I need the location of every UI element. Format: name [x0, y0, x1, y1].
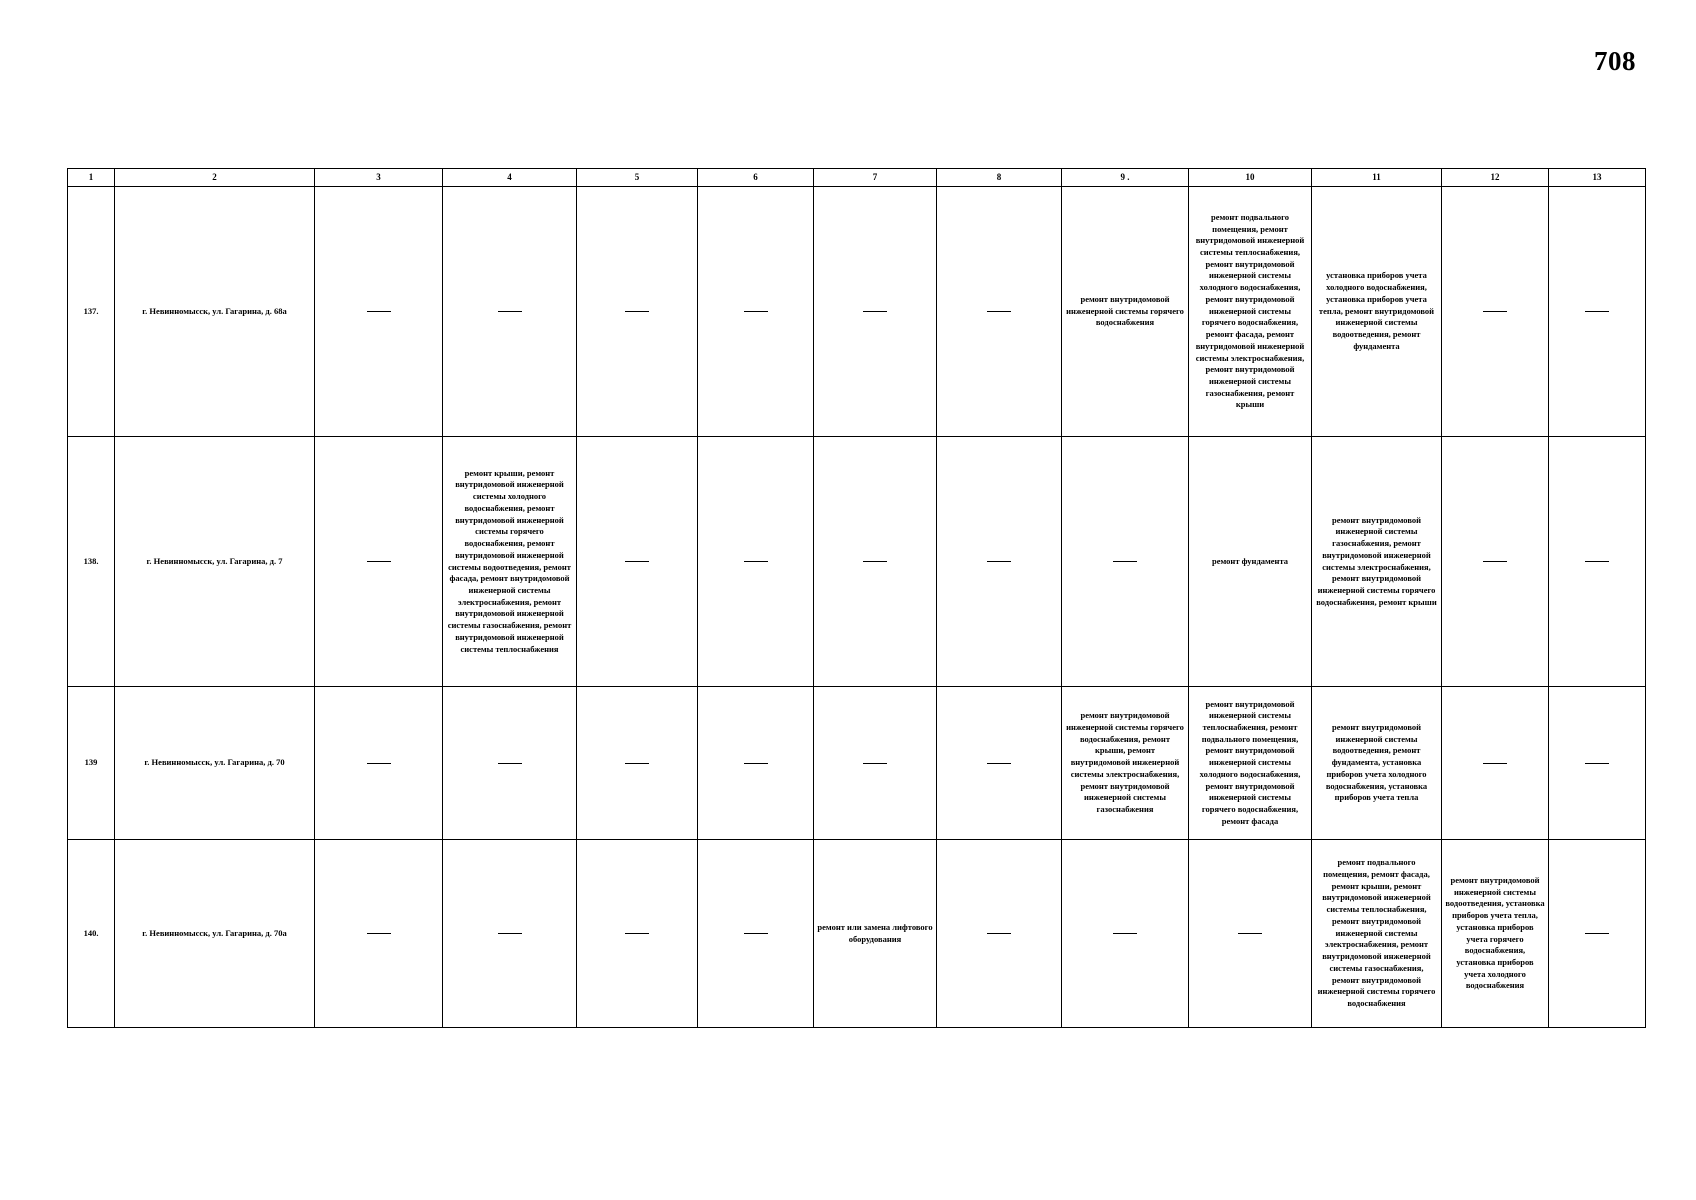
dash-line — [498, 763, 522, 764]
empty-dash-cell — [577, 840, 698, 1028]
work-description-cell: ремонт подвального помещения, ремонт фасада, ремонт крыши, ремонт внутридомовой инженерной системы теплоснабжения, ремонт внутридомовой инженерной системы электроснабжения, ремонт внутридомовой инженерной системы газоснабжения, ремонт внутридомовой инженерной системы горячего водоснабжения — [1312, 840, 1442, 1028]
table-row — [68, 687, 1646, 840]
empty-dash-cell — [698, 840, 814, 1028]
dash-line — [625, 561, 649, 562]
page-number: 708 — [1594, 46, 1636, 76]
column-number-2: 2 — [115, 169, 315, 187]
empty-dash-cell — [937, 187, 1062, 437]
empty-dash-cell — [1442, 187, 1549, 437]
column-number-5: 5 — [577, 169, 698, 187]
work-description-cell: ремонт внутридомовой инженерной системы горячего водоснабжения — [1062, 187, 1189, 437]
row-number: 138. — [68, 437, 115, 687]
empty-dash-cell — [1442, 687, 1549, 840]
work-description-cell: ремонт внутридомовой инженерной системы газоснабжения, ремонт внутридомовой инженерной системы электроснабжения, ремонт внутридомовой инженерной системы горячего водоснабжения, ремонт крыши — [1312, 437, 1442, 687]
dash-line — [1585, 311, 1609, 312]
empty-dash-cell — [315, 437, 443, 687]
empty-dash-cell — [315, 187, 443, 437]
dash-line — [625, 933, 649, 934]
column-number-3: 3 — [315, 169, 443, 187]
column-number-12: 12 — [1442, 169, 1549, 187]
work-description-cell: ремонт или замена лифтового оборудования — [814, 840, 937, 1028]
empty-dash-cell — [1549, 187, 1646, 437]
table-row — [68, 187, 1646, 437]
dash-line — [744, 763, 768, 764]
empty-dash-cell — [937, 437, 1062, 687]
row-number: 140. — [68, 840, 115, 1028]
work-description-cell: ремонт внутридомовой инженерной системы теплоснабжения, ремонт подвального помещения, ремонт внутридомовой инженерной системы холодного водоснабжения, ремонт внутридомовой инженерной системы горячего водоснабжения, ремонт фасада — [1189, 687, 1312, 840]
column-number-10: 10 — [1189, 169, 1312, 187]
empty-dash-cell — [315, 840, 443, 1028]
column-number-13: 13 — [1549, 169, 1646, 187]
empty-dash-cell — [1062, 840, 1189, 1028]
dash-line — [367, 311, 391, 312]
work-description-cell: ремонт внутридомовой инженерной системы водоотведения, ремонт фундамента, установка приборов учета холодного водоснабжения, установка приборов учета тепла — [1312, 687, 1442, 840]
column-number-6: 6 — [698, 169, 814, 187]
dash-line — [987, 561, 1011, 562]
work-description-cell: ремонт крыши, ремонт внутридомовой инженерной системы холодного водоснабжения, ремонт внутридомовой инженерной системы горячего водоснабжения, ремонт внутридомовой инженерной системы водоотведения, ремонт фасада, ремонт внутридомовой инженерной системы электроснабжения, ремонт внутридомовой инженерной системы газоснабжения, ремонт внутридомовой инженерной системы теплоснабжения — [443, 437, 577, 687]
dash-line — [1585, 933, 1609, 934]
empty-dash-cell — [698, 687, 814, 840]
empty-dash-cell — [443, 687, 577, 840]
empty-dash-cell — [814, 187, 937, 437]
empty-dash-cell — [577, 187, 698, 437]
empty-dash-cell — [814, 437, 937, 687]
table-row — [68, 437, 1646, 687]
empty-dash-cell — [698, 437, 814, 687]
column-number-4: 4 — [443, 169, 577, 187]
empty-dash-cell — [1062, 437, 1189, 687]
address-cell: г. Невинномысск, ул. Гагарина, д. 70 — [115, 687, 315, 840]
empty-dash-cell — [577, 437, 698, 687]
dash-line — [1238, 933, 1262, 934]
column-number-8: 8 — [937, 169, 1062, 187]
address-cell: г. Невинномысск, ул. Гагарина, д. 68а — [115, 187, 315, 437]
dash-line — [744, 933, 768, 934]
empty-dash-cell — [814, 687, 937, 840]
work-description-cell: ремонт подвального помещения, ремонт внутридомовой инженерной системы теплоснабжения, ремонт внутридомовой инженерной системы холодного водоснабжения, ремонт внутридомовой инженерной системы горячего водоснабжения, ремонт фасада, ремонт внутридомовой инженерной системы электроснабжения, ремонт внутридомовой инженерной системы газоснабжения, ремонт крыши — [1189, 187, 1312, 437]
dash-line — [987, 763, 1011, 764]
address-cell: г. Невинномысск, ул. Гагарина, д. 7 — [115, 437, 315, 687]
empty-dash-cell — [1442, 437, 1549, 687]
dash-line — [1113, 933, 1137, 934]
empty-dash-cell — [1189, 840, 1312, 1028]
empty-dash-cell — [698, 187, 814, 437]
row-number: 137. — [68, 187, 115, 437]
dash-line — [987, 933, 1011, 934]
work-description-cell: ремонт внутридомовой инженерной системы водоотведения, установка приборов учета тепла, установка приборов учета горячего водоснабжения, установка приборов учета холодного водоснабжения — [1442, 840, 1549, 1028]
work-description-cell: установка приборов учета холодного водоснабжения, установка приборов учета тепла, ремонт внутридомовой инженерной системы водоотведения, ремонт фундамента — [1312, 187, 1442, 437]
dash-line — [625, 763, 649, 764]
dash-line — [744, 561, 768, 562]
column-number-row — [68, 169, 1646, 187]
dash-line — [1483, 763, 1507, 764]
dash-line — [367, 933, 391, 934]
dash-line — [498, 311, 522, 312]
dash-line — [987, 311, 1011, 312]
empty-dash-cell — [1549, 437, 1646, 687]
column-number-7: 7 — [814, 169, 937, 187]
work-description-cell: ремонт фундамента — [1189, 437, 1312, 687]
dash-line — [1483, 311, 1507, 312]
column-number-9: 9 . — [1062, 169, 1189, 187]
dash-line — [367, 561, 391, 562]
dash-line — [863, 311, 887, 312]
dash-line — [498, 933, 522, 934]
empty-dash-cell — [315, 687, 443, 840]
empty-dash-cell — [577, 687, 698, 840]
dash-line — [1585, 763, 1609, 764]
dash-line — [1585, 561, 1609, 562]
dash-line — [625, 311, 649, 312]
repair-schedule-table — [67, 168, 1646, 1028]
empty-dash-cell — [443, 840, 577, 1028]
dash-line — [1483, 561, 1507, 562]
dash-line — [863, 561, 887, 562]
work-description-cell: ремонт внутридомовой инженерной системы горячего водоснабжения, ремонт крыши, ремонт внутридомовой инженерной системы электроснабжения, ремонт внутридомовой инженерной системы газоснабжения — [1062, 687, 1189, 840]
empty-dash-cell — [1549, 840, 1646, 1028]
row-number: 139 — [68, 687, 115, 840]
address-cell: г. Невинномысск, ул. Гагарина, д. 70а — [115, 840, 315, 1028]
empty-dash-cell — [1549, 687, 1646, 840]
empty-dash-cell — [937, 840, 1062, 1028]
empty-dash-cell — [937, 687, 1062, 840]
column-number-1: 1 — [68, 169, 115, 187]
empty-dash-cell — [443, 187, 577, 437]
dash-line — [744, 311, 768, 312]
dash-line — [367, 763, 391, 764]
dash-line — [1113, 561, 1137, 562]
column-number-11: 11 — [1312, 169, 1442, 187]
table-row — [68, 840, 1646, 1028]
dash-line — [863, 763, 887, 764]
